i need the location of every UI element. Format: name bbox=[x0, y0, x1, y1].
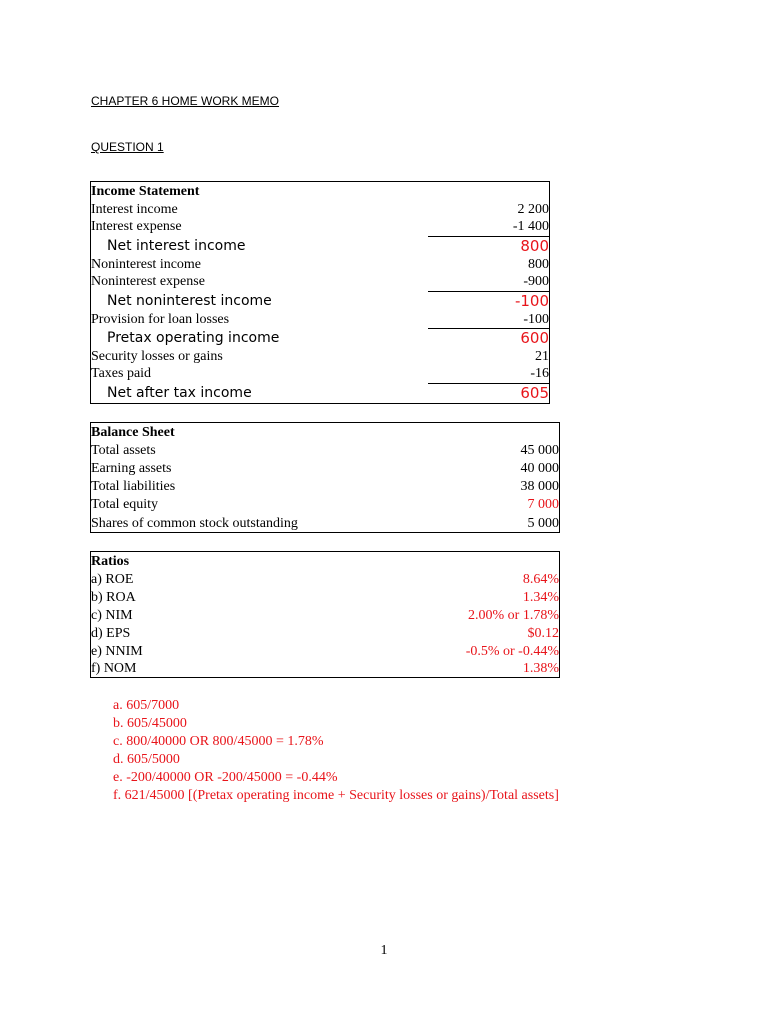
ratios-header: Ratios bbox=[91, 554, 130, 569]
page-title: CHAPTER 6 HOME WORK MEMO bbox=[91, 94, 280, 108]
list-item: c. 800/40000 OR 800/45000 = 1.78% bbox=[113, 734, 324, 749]
list-item: f. 621/45000 [(Pretax operating income + Security losses or gains)/Total assets] bbox=[113, 788, 559, 803]
ratios-table: Ratios a) ROE 8.64% b) ROA 1.34% c) NIM 2.00% or 1.78% d) EPS $0.12 e) NNIM -0.5% or -0.44% f) NOM 1.38% bbox=[90, 551, 560, 678]
list-item: e. -200/40000 OR -200/45000 = -0.44% bbox=[113, 770, 338, 785]
balance-sheet-header: Balance Sheet bbox=[91, 425, 175, 440]
income-statement-table: Income Statement Interest income 2 200 Interest expense -1 400 Net interest income 800 Noninterest income 800 Noninterest expense -900 Net noninterest income -100 Provision for loan losses -100 Pretax operating income 600 Security losses or gains 21 Taxes paid -16 Net after tax income 605 bbox=[90, 181, 550, 404]
question-heading: QUESTION 1 bbox=[91, 140, 164, 154]
balance-sheet-table: Balance Sheet Total assets 45 000 Earning assets 40 000 Total liabilities 38 000 Total equity 7 000 Shares of common stock outstanding 5 000 bbox=[90, 422, 560, 533]
income-statement-header: Income Statement bbox=[91, 184, 200, 199]
list-item: d. 605/5000 bbox=[113, 752, 180, 767]
list-item: b. 605/45000 bbox=[113, 716, 187, 731]
calculation-notes bbox=[113, 697, 559, 805]
page-number: 1 bbox=[380, 943, 388, 958]
list-item: a. 605/7000 bbox=[113, 698, 180, 713]
